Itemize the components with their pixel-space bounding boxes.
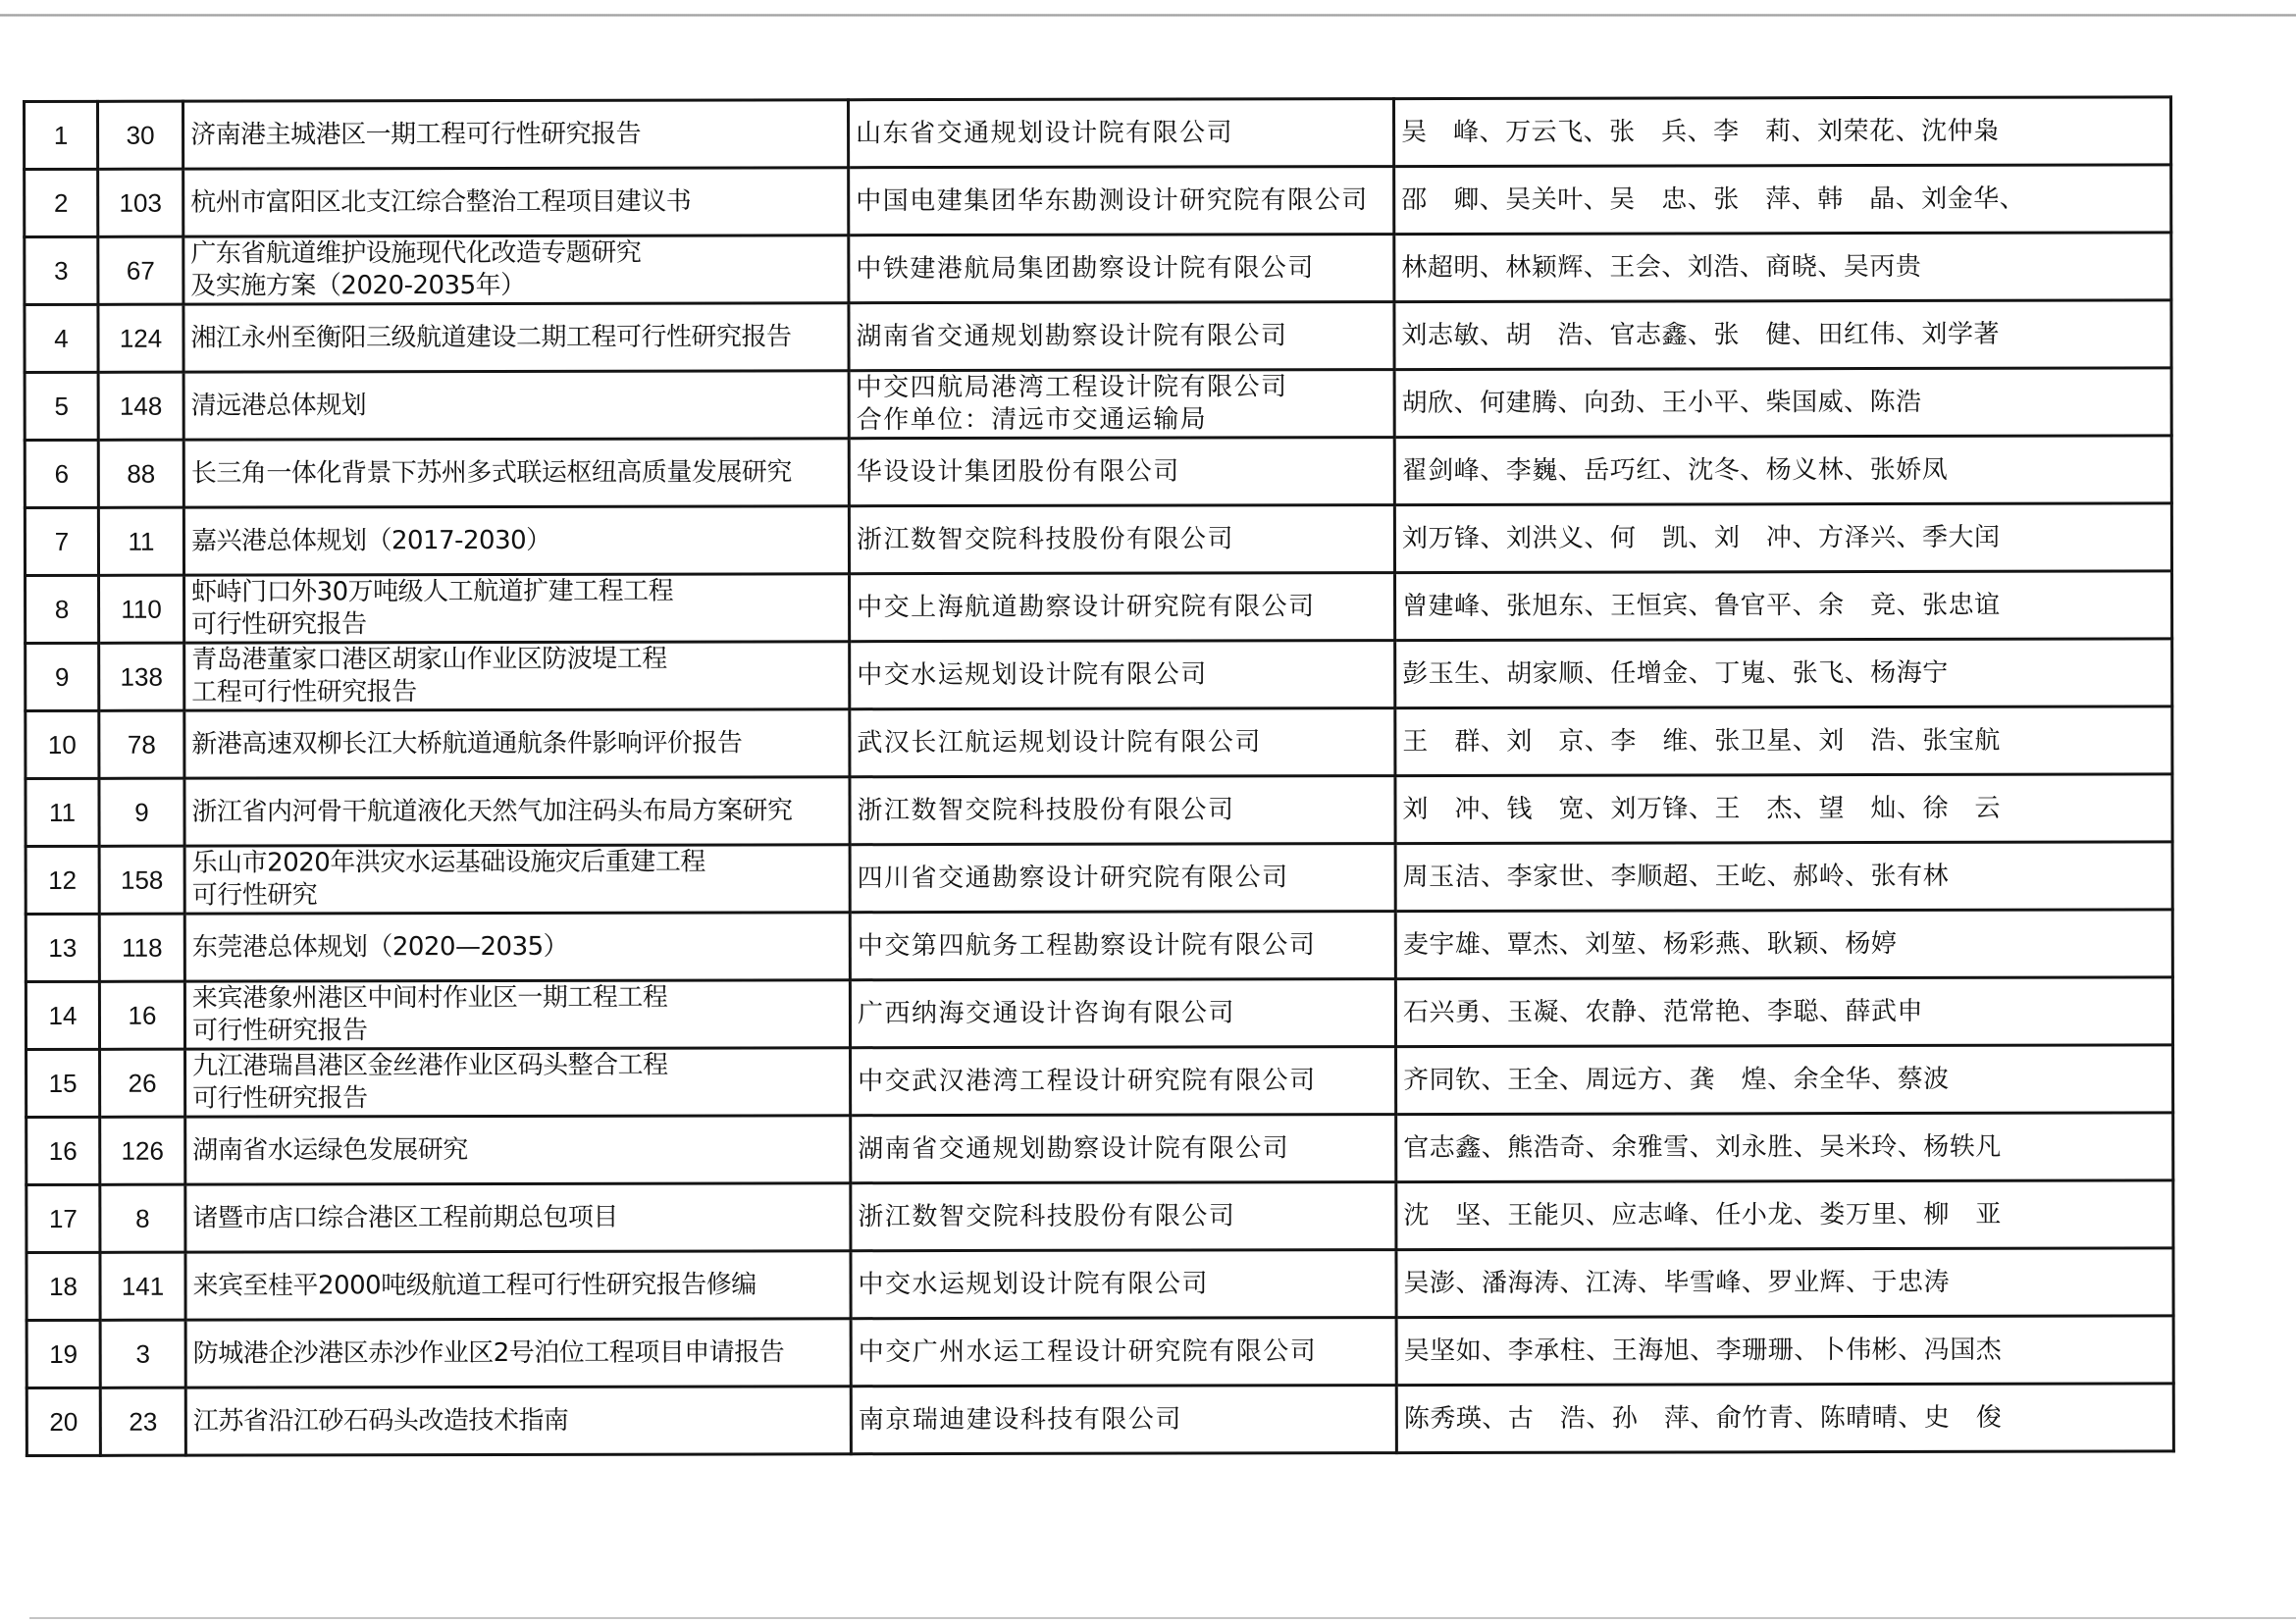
organization: [850, 776, 1395, 845]
scan-edge-bottom: [29, 1617, 2296, 1619]
organization: [851, 1318, 1396, 1387]
participants: 石兴勇、玉凝、农静、范常艳、李聪、薛武申: [1395, 977, 2172, 1047]
organization: [849, 370, 1394, 439]
project-number: 30: [98, 101, 183, 169]
organization: [851, 1182, 1396, 1251]
row-sequence-number: 5: [25, 372, 98, 440]
organization-line: 中国电建集团华东勘测设计研究院有限公司: [856, 184, 1369, 216]
organization-line: 四川省交通勘察设计研究院有限公司: [857, 862, 1289, 893]
organization: [849, 235, 1394, 303]
table-row: [26, 1045, 2173, 1118]
project-number: 103: [98, 169, 183, 236]
project-title-line: 济南港主城港区一期工程可行性研究报告: [190, 119, 642, 150]
project-title-line: 嘉兴港总体规划（2017-2030）: [190, 525, 551, 556]
project-number: 88: [98, 440, 183, 507]
project-title: [183, 506, 849, 575]
project-title-line: 九江港瑞昌港区金丝港作业区码头整合工程: [192, 1050, 668, 1081]
organization-line: 武汉长江航运规划设计院有限公司: [857, 726, 1262, 758]
organization-line: 中交水运规划设计院有限公司: [858, 1268, 1210, 1299]
table-row: [25, 436, 2171, 508]
project-title: [183, 303, 849, 372]
participants: 刘 冲、钱 宽、刘万锋、王 杰、望 灿、徐 云: [1395, 774, 2172, 844]
row-sequence-number: 16: [26, 1117, 100, 1184]
row-sequence-number: 17: [26, 1184, 100, 1252]
organization: [850, 912, 1395, 980]
row-sequence-number: 12: [26, 846, 99, 914]
participants: 邵 卿、吴关叶、吴 忠、张 萍、韩 晶、刘金华、: [1394, 165, 2171, 235]
project-number: 8: [100, 1184, 185, 1252]
project-number: 158: [99, 846, 184, 914]
project-title: [184, 574, 850, 643]
participants: 齐同钦、王全、周远方、龚 煌、余全华、蔡波: [1396, 1045, 2173, 1115]
table-row: [25, 233, 2171, 305]
row-sequence-number: 11: [26, 778, 99, 846]
row-sequence-number: 4: [25, 304, 98, 372]
document-sheet: [23, 95, 2175, 1457]
row-sequence-number: 10: [26, 710, 99, 778]
project-title: [183, 100, 849, 169]
organization-line: 浙江数智交院科技股份有限公司: [858, 1200, 1236, 1231]
project-title-line: 青岛港董家口港区胡家山作业区防波堤工程: [191, 644, 667, 675]
table-row: [26, 1180, 2173, 1253]
organization-line: 南京瑞迪建设科技有限公司: [858, 1404, 1182, 1435]
project-number: 11: [98, 507, 183, 575]
project-title: [183, 236, 849, 304]
project-number: 78: [99, 710, 184, 778]
project-title: [185, 1319, 851, 1387]
organization: [850, 641, 1395, 709]
project-number: 23: [100, 1387, 185, 1455]
table-row: [25, 300, 2171, 373]
participants: 沈 坚、王能贝、应志峰、任小龙、娄万里、柳 亚: [1396, 1180, 2173, 1250]
organization: [849, 302, 1394, 371]
row-sequence-number: 1: [25, 101, 98, 169]
organization-line: 湖南省交通规划勘察设计院有限公司: [856, 320, 1288, 351]
project-title-line: 东莞港总体规划（2020—2035）: [191, 931, 569, 963]
organization-line: 浙江数智交院科技股份有限公司: [856, 523, 1234, 554]
project-title-line: 杭州市富阳区北支江综合整治工程项目建议书: [190, 186, 692, 218]
scan-edge-top: [0, 14, 2296, 17]
project-title-line: 江苏省沿江砂石码头改造技术指南: [192, 1405, 569, 1437]
project-title: [184, 709, 850, 778]
table-row: [26, 910, 2172, 982]
participants: 麦宇雄、覃杰、刘堃、杨彩燕、耿颖、杨婷: [1395, 910, 2172, 979]
table-row: [26, 707, 2172, 779]
project-title: [184, 980, 850, 1049]
organization-line: 浙江数智交院科技股份有限公司: [857, 794, 1235, 825]
participants: 林超明、林颖辉、王会、刘浩、商晓、吴丙贵: [1394, 233, 2171, 302]
project-title-line: 可行性研究报告: [191, 1016, 368, 1046]
row-sequence-number: 9: [26, 643, 99, 710]
project-title: [183, 371, 849, 440]
organization: [850, 979, 1395, 1048]
participants: 曾建峰、张旭东、王恒宾、鲁官平、余 竞、张忠谊: [1395, 571, 2172, 641]
project-title-line: 防城港企沙港区赤沙作业区2号泊位工程项目申请报告: [192, 1336, 785, 1369]
row-sequence-number: 7: [25, 507, 98, 575]
participants: 刘万锋、刘洪义、何 凯、刘 冲、方泽兴、季大闰: [1394, 503, 2171, 573]
project-title: [183, 168, 849, 236]
project-number: 124: [98, 304, 183, 372]
participants: 吴坚如、李承柱、王海旭、李珊珊、卜伟彬、冯国杰: [1396, 1316, 2173, 1386]
row-sequence-number: 20: [26, 1387, 100, 1455]
row-sequence-number: 15: [26, 1049, 100, 1117]
row-sequence-number: 14: [26, 981, 99, 1049]
project-title-line: 可行性研究: [191, 880, 318, 911]
organization-line: 中铁建港航局集团勘察设计院有限公司: [856, 252, 1315, 284]
table-row: [25, 368, 2171, 441]
project-title-line: 工程可行性研究报告: [191, 677, 417, 707]
organization: [849, 505, 1394, 574]
organization-line: 华设设计集团股份有限公司: [856, 456, 1180, 487]
project-title: [185, 1183, 851, 1252]
project-number: 16: [99, 981, 184, 1049]
participants: 刘志敏、胡 浩、官志鑫、张 健、田红伟、刘学著: [1394, 300, 2171, 370]
project-number: 126: [100, 1117, 185, 1184]
organization-line: 中交广州水运工程设计研究院有限公司: [858, 1335, 1318, 1367]
project-title-line: 可行性研究报告: [191, 609, 367, 640]
participants: 官志鑫、熊浩奇、余雅雪、刘永胜、吴米玲、杨轶凡: [1396, 1113, 2173, 1182]
project-title-line: 湘江永州至衡阳三级航道建设二期工程可行性研究报告: [190, 321, 792, 353]
participants: 王 群、刘 京、李 维、张卫星、刘 浩、张宝航: [1395, 707, 2172, 776]
project-number: 67: [98, 236, 183, 304]
organization: [850, 708, 1395, 777]
project-number: 138: [99, 643, 184, 710]
organization-line: 山东省交通规划设计院有限公司: [856, 117, 1234, 148]
project-title: [185, 1387, 851, 1455]
organization-line: 中交上海航道勘察设计研究院有限公司: [857, 591, 1316, 622]
project-number: 118: [99, 914, 184, 981]
organization: [851, 1386, 1396, 1454]
project-title-line: 湖南省水运绿色发展研究: [192, 1134, 468, 1166]
awards-table-body: [25, 97, 2174, 1456]
row-sequence-number: 6: [25, 440, 98, 507]
project-title: [184, 845, 850, 914]
project-number: 148: [98, 372, 183, 440]
project-title-line: 及实施方案（2020-2035年）: [190, 270, 526, 301]
organization-line: 广西纳海交通设计咨询有限公司: [857, 997, 1235, 1028]
project-number: 26: [100, 1049, 185, 1117]
organization: [850, 573, 1395, 642]
organization-line: 中交水运规划设计院有限公司: [857, 658, 1208, 690]
table-row: [26, 774, 2172, 847]
table-row: [25, 97, 2171, 170]
organization-line: 湖南省交通规划勘察设计院有限公司: [858, 1132, 1290, 1164]
project-title: [183, 439, 849, 507]
organization-line: 中交武汉港湾工程设计研究院有限公司: [858, 1065, 1317, 1096]
organization-line: 中交四航局港湾工程设计院有限公司: [856, 372, 1288, 403]
organization: [849, 99, 1394, 168]
participants: 翟剑峰、李巍、岳巧红、沈冬、杨义林、张娇凤: [1394, 436, 2171, 505]
row-sequence-number: 8: [26, 575, 99, 643]
project-title: [185, 1048, 851, 1117]
table-row: [26, 977, 2172, 1050]
row-sequence-number: 18: [26, 1252, 100, 1320]
project-number: 110: [99, 575, 184, 643]
awards-table: [23, 95, 2175, 1457]
project-number: 141: [100, 1252, 185, 1320]
row-sequence-number: 3: [25, 236, 98, 304]
project-title-line: 来宾至桂平2000吨级航道工程可行性研究报告修编: [192, 1269, 757, 1301]
row-sequence-number: 2: [25, 169, 98, 236]
table-row: [26, 639, 2172, 711]
participants: 吴澎、潘海涛、江涛、毕雪峰、罗业辉、于忠涛: [1396, 1248, 2173, 1318]
organization: [851, 1250, 1396, 1319]
project-title-line: 浙江省内河骨干航道液化天然气加注码头布局方案研究: [191, 795, 793, 827]
organization-line: 合作单位：清远市交通运输局: [856, 404, 1208, 436]
participants: 胡欣、何建腾、向劲、王小平、柴国威、陈浩: [1394, 368, 2171, 438]
project-title-line: 可行性研究报告: [192, 1083, 368, 1114]
project-title: [184, 913, 850, 981]
project-number: 9: [99, 778, 184, 846]
row-sequence-number: 19: [26, 1320, 100, 1387]
organization: [849, 167, 1394, 236]
project-title-line: 新港高速双柳长江大桥航道通航条件影响评价报告: [191, 727, 743, 759]
participants: 周玉洁、李家世、李顺超、王屹、郝岭、张有林: [1395, 842, 2172, 912]
organization: [849, 438, 1394, 506]
project-title-line: 虾峙门口外30万吨级人工航道扩建工程工程: [191, 576, 674, 607]
table-row: [25, 165, 2171, 237]
table-row: [26, 571, 2172, 644]
project-title: [185, 1116, 851, 1184]
organization: [851, 1115, 1396, 1183]
project-title-line: 广东省航道维护设施现代化改造专题研究: [190, 237, 642, 269]
table-row: [26, 1384, 2173, 1456]
project-title-line: 乐山市2020年洪灾水运基础设施灾后重建工程: [191, 847, 705, 878]
table-row: [26, 842, 2172, 915]
organization: [851, 1047, 1396, 1116]
table-row: [26, 1113, 2173, 1185]
table-row: [26, 1248, 2173, 1321]
table-row: [26, 1316, 2173, 1388]
project-title-line: 诸暨市店口综合港区工程前期总包项目: [192, 1202, 618, 1233]
row-sequence-number: 13: [26, 914, 99, 981]
project-title: [184, 777, 850, 846]
project-title-line: 来宾港象州港区中间村作业区一期工程工程: [191, 982, 668, 1014]
organization: [850, 844, 1395, 913]
participants: 吴 峰、万云飞、张 兵、李 莉、刘荣花、沈仲枭: [1394, 97, 2171, 167]
project-title-line: 清远港总体规划: [190, 390, 367, 421]
participants: 彭玉生、胡家顺、任增金、丁嵬、张飞、杨海宁: [1395, 639, 2172, 708]
organization-line: 中交第四航务工程勘察设计院有限公司: [857, 929, 1317, 961]
table-row: [25, 503, 2171, 576]
project-number: 3: [100, 1320, 185, 1387]
project-title: [184, 642, 850, 710]
project-title: [185, 1251, 851, 1320]
participants: 陈秀瑛、古 浩、孙 萍、俞竹青、陈晴晴、史 俊: [1396, 1384, 2173, 1453]
project-title-line: 长三角一体化背景下苏州多式联运枢纽高质量发展研究: [190, 456, 792, 489]
